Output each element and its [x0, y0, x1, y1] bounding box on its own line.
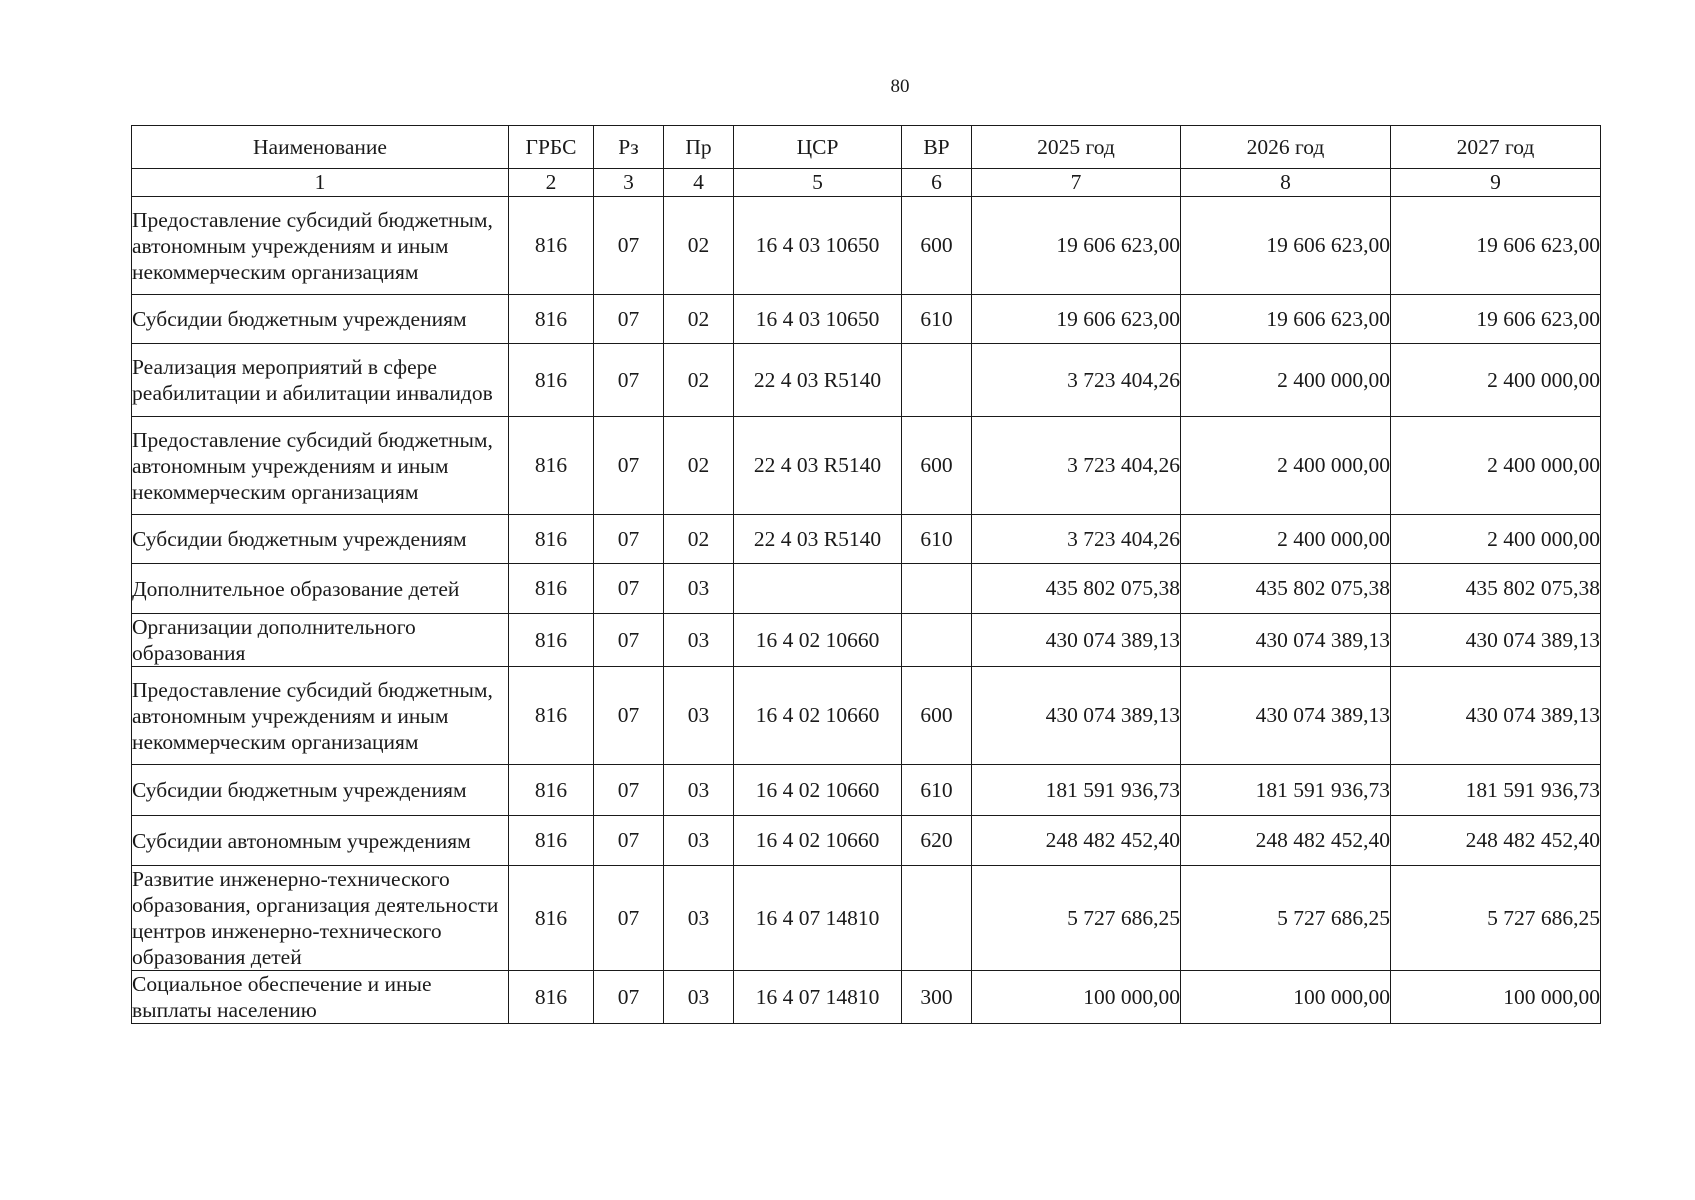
row-rz: 07	[594, 971, 664, 1024]
row-amount-2025: 248 482 452,40	[972, 816, 1181, 866]
row-amount-2025: 19 606 623,00	[972, 295, 1181, 344]
row-grbs: 816	[509, 515, 594, 564]
row-csr	[734, 564, 902, 614]
row-csr: 22 4 03 R5140	[734, 515, 902, 564]
row-name: Предоставление субсидий бюджетным, автономным учреждениям и иным некоммерческим организациям	[132, 667, 509, 765]
row-pr: 03	[664, 971, 734, 1024]
row-vr: 300	[902, 971, 972, 1024]
row-grbs: 816	[509, 197, 594, 295]
row-vr: 600	[902, 417, 972, 515]
row-grbs: 816	[509, 564, 594, 614]
row-amount-2025: 3 723 404,26	[972, 515, 1181, 564]
row-pr: 03	[664, 765, 734, 816]
row-grbs: 816	[509, 667, 594, 765]
row-amount-2027: 5 727 686,25	[1391, 866, 1601, 971]
table-row	[132, 344, 1601, 417]
row-rz: 07	[594, 344, 664, 417]
header-rz: Рз	[594, 126, 664, 169]
row-vr: 620	[902, 816, 972, 866]
row-amount-2027: 2 400 000,00	[1391, 515, 1601, 564]
column-number: 7	[972, 169, 1181, 197]
row-grbs: 816	[509, 866, 594, 971]
row-amount-2026: 2 400 000,00	[1181, 344, 1391, 417]
row-pr: 02	[664, 344, 734, 417]
row-amount-2025: 3 723 404,26	[972, 417, 1181, 515]
row-grbs: 816	[509, 344, 594, 417]
row-name: Реализация мероприятий в сфере реабилитации и абилитации инвалидов	[132, 344, 509, 417]
row-grbs: 816	[509, 765, 594, 816]
header-name: Наименование	[132, 126, 509, 169]
row-vr	[902, 564, 972, 614]
row-amount-2026: 430 074 389,13	[1181, 667, 1391, 765]
row-rz: 07	[594, 564, 664, 614]
row-vr	[902, 344, 972, 417]
table-body	[132, 197, 1601, 1024]
row-amount-2027: 181 591 936,73	[1391, 765, 1601, 816]
row-pr: 02	[664, 515, 734, 564]
row-pr: 03	[664, 816, 734, 866]
row-amount-2025: 430 074 389,13	[972, 667, 1181, 765]
table-row	[132, 197, 1601, 295]
row-amount-2026: 430 074 389,13	[1181, 614, 1391, 667]
table-row	[132, 765, 1601, 816]
row-amount-2025: 3 723 404,26	[972, 344, 1181, 417]
row-grbs: 816	[509, 295, 594, 344]
row-rz: 07	[594, 295, 664, 344]
row-amount-2027: 430 074 389,13	[1391, 614, 1601, 667]
table-row	[132, 667, 1601, 765]
header-row	[132, 126, 1601, 169]
row-amount-2026: 19 606 623,00	[1181, 295, 1391, 344]
row-name: Организации дополнительного образования	[132, 614, 509, 667]
column-number: 2	[509, 169, 594, 197]
row-vr: 610	[902, 515, 972, 564]
row-vr: 610	[902, 765, 972, 816]
row-amount-2025: 435 802 075,38	[972, 564, 1181, 614]
row-rz: 07	[594, 816, 664, 866]
row-vr: 600	[902, 667, 972, 765]
header-2026: 2026 год	[1181, 126, 1391, 169]
row-amount-2026: 248 482 452,40	[1181, 816, 1391, 866]
row-grbs: 816	[509, 816, 594, 866]
row-name: Предоставление субсидий бюджетным, автономным учреждениям и иным некоммерческим организациям	[132, 417, 509, 515]
row-csr: 16 4 02 10660	[734, 816, 902, 866]
table-row	[132, 971, 1601, 1024]
row-name: Предоставление субсидий бюджетным, автономным учреждениям и иным некоммерческим организациям	[132, 197, 509, 295]
table-row	[132, 564, 1601, 614]
column-number-row	[132, 169, 1601, 197]
row-name: Субсидии бюджетным учреждениям	[132, 295, 509, 344]
row-csr: 16 4 02 10660	[734, 614, 902, 667]
row-amount-2027: 2 400 000,00	[1391, 344, 1601, 417]
row-csr: 22 4 03 R5140	[734, 417, 902, 515]
row-amount-2027: 248 482 452,40	[1391, 816, 1601, 866]
column-number: 6	[902, 169, 972, 197]
column-number: 5	[734, 169, 902, 197]
row-csr: 16 4 02 10660	[734, 667, 902, 765]
row-amount-2026: 435 802 075,38	[1181, 564, 1391, 614]
row-pr: 03	[664, 866, 734, 971]
row-name: Развитие инженерно-технического образования, организация деятельности центров инженерно-технического образования детей	[132, 866, 509, 971]
column-number: 8	[1181, 169, 1391, 197]
row-name: Субсидии автономным учреждениям	[132, 816, 509, 866]
table-row	[132, 417, 1601, 515]
row-vr	[902, 614, 972, 667]
row-pr: 02	[664, 417, 734, 515]
row-rz: 07	[594, 765, 664, 816]
row-amount-2026: 19 606 623,00	[1181, 197, 1391, 295]
page-number: 80	[890, 76, 910, 97]
budget-table	[131, 125, 1601, 1024]
column-number: 4	[664, 169, 734, 197]
header-vr: ВР	[902, 126, 972, 169]
row-rz: 07	[594, 667, 664, 765]
table-row	[132, 515, 1601, 564]
row-vr: 600	[902, 197, 972, 295]
row-pr: 03	[664, 667, 734, 765]
header-pr: Пр	[664, 126, 734, 169]
row-vr: 610	[902, 295, 972, 344]
row-pr: 03	[664, 564, 734, 614]
row-grbs: 816	[509, 417, 594, 515]
column-number: 3	[594, 169, 664, 197]
row-amount-2026: 100 000,00	[1181, 971, 1391, 1024]
row-amount-2026: 5 727 686,25	[1181, 866, 1391, 971]
row-amount-2026: 2 400 000,00	[1181, 417, 1391, 515]
row-name: Субсидии бюджетным учреждениям	[132, 515, 509, 564]
row-rz: 07	[594, 866, 664, 971]
row-grbs: 816	[509, 971, 594, 1024]
row-rz: 07	[594, 614, 664, 667]
row-rz: 07	[594, 417, 664, 515]
row-amount-2025: 430 074 389,13	[972, 614, 1181, 667]
row-name: Социальное обеспечение и иные выплаты населению	[132, 971, 509, 1024]
column-number: 1	[132, 169, 509, 197]
row-amount-2027: 19 606 623,00	[1391, 197, 1601, 295]
row-csr: 16 4 02 10660	[734, 765, 902, 816]
row-amount-2027: 435 802 075,38	[1391, 564, 1601, 614]
row-name: Субсидии бюджетным учреждениям	[132, 765, 509, 816]
row-csr: 16 4 07 14810	[734, 971, 902, 1024]
header-2027: 2027 год	[1391, 126, 1601, 169]
row-vr	[902, 866, 972, 971]
row-csr: 16 4 03 10650	[734, 197, 902, 295]
table-row	[132, 295, 1601, 344]
row-amount-2026: 2 400 000,00	[1181, 515, 1391, 564]
header-csr: ЦСР	[734, 126, 902, 169]
row-amount-2027: 2 400 000,00	[1391, 417, 1601, 515]
table-row	[132, 614, 1601, 667]
row-name: Дополнительное образование детей	[132, 564, 509, 614]
row-pr: 02	[664, 197, 734, 295]
row-rz: 07	[594, 197, 664, 295]
row-csr: 22 4 03 R5140	[734, 344, 902, 417]
header-2025: 2025 год	[972, 126, 1181, 169]
table-row	[132, 866, 1601, 971]
row-pr: 03	[664, 614, 734, 667]
row-amount-2025: 181 591 936,73	[972, 765, 1181, 816]
row-amount-2027: 100 000,00	[1391, 971, 1601, 1024]
row-amount-2027: 19 606 623,00	[1391, 295, 1601, 344]
row-rz: 07	[594, 515, 664, 564]
row-amount-2027: 430 074 389,13	[1391, 667, 1601, 765]
row-amount-2025: 100 000,00	[972, 971, 1181, 1024]
row-pr: 02	[664, 295, 734, 344]
row-csr: 16 4 03 10650	[734, 295, 902, 344]
table-row	[132, 816, 1601, 866]
row-amount-2025: 5 727 686,25	[972, 866, 1181, 971]
row-grbs: 816	[509, 614, 594, 667]
row-amount-2025: 19 606 623,00	[972, 197, 1181, 295]
header-grbs: ГРБС	[509, 126, 594, 169]
row-amount-2026: 181 591 936,73	[1181, 765, 1391, 816]
column-number: 9	[1391, 169, 1601, 197]
row-csr: 16 4 07 14810	[734, 866, 902, 971]
